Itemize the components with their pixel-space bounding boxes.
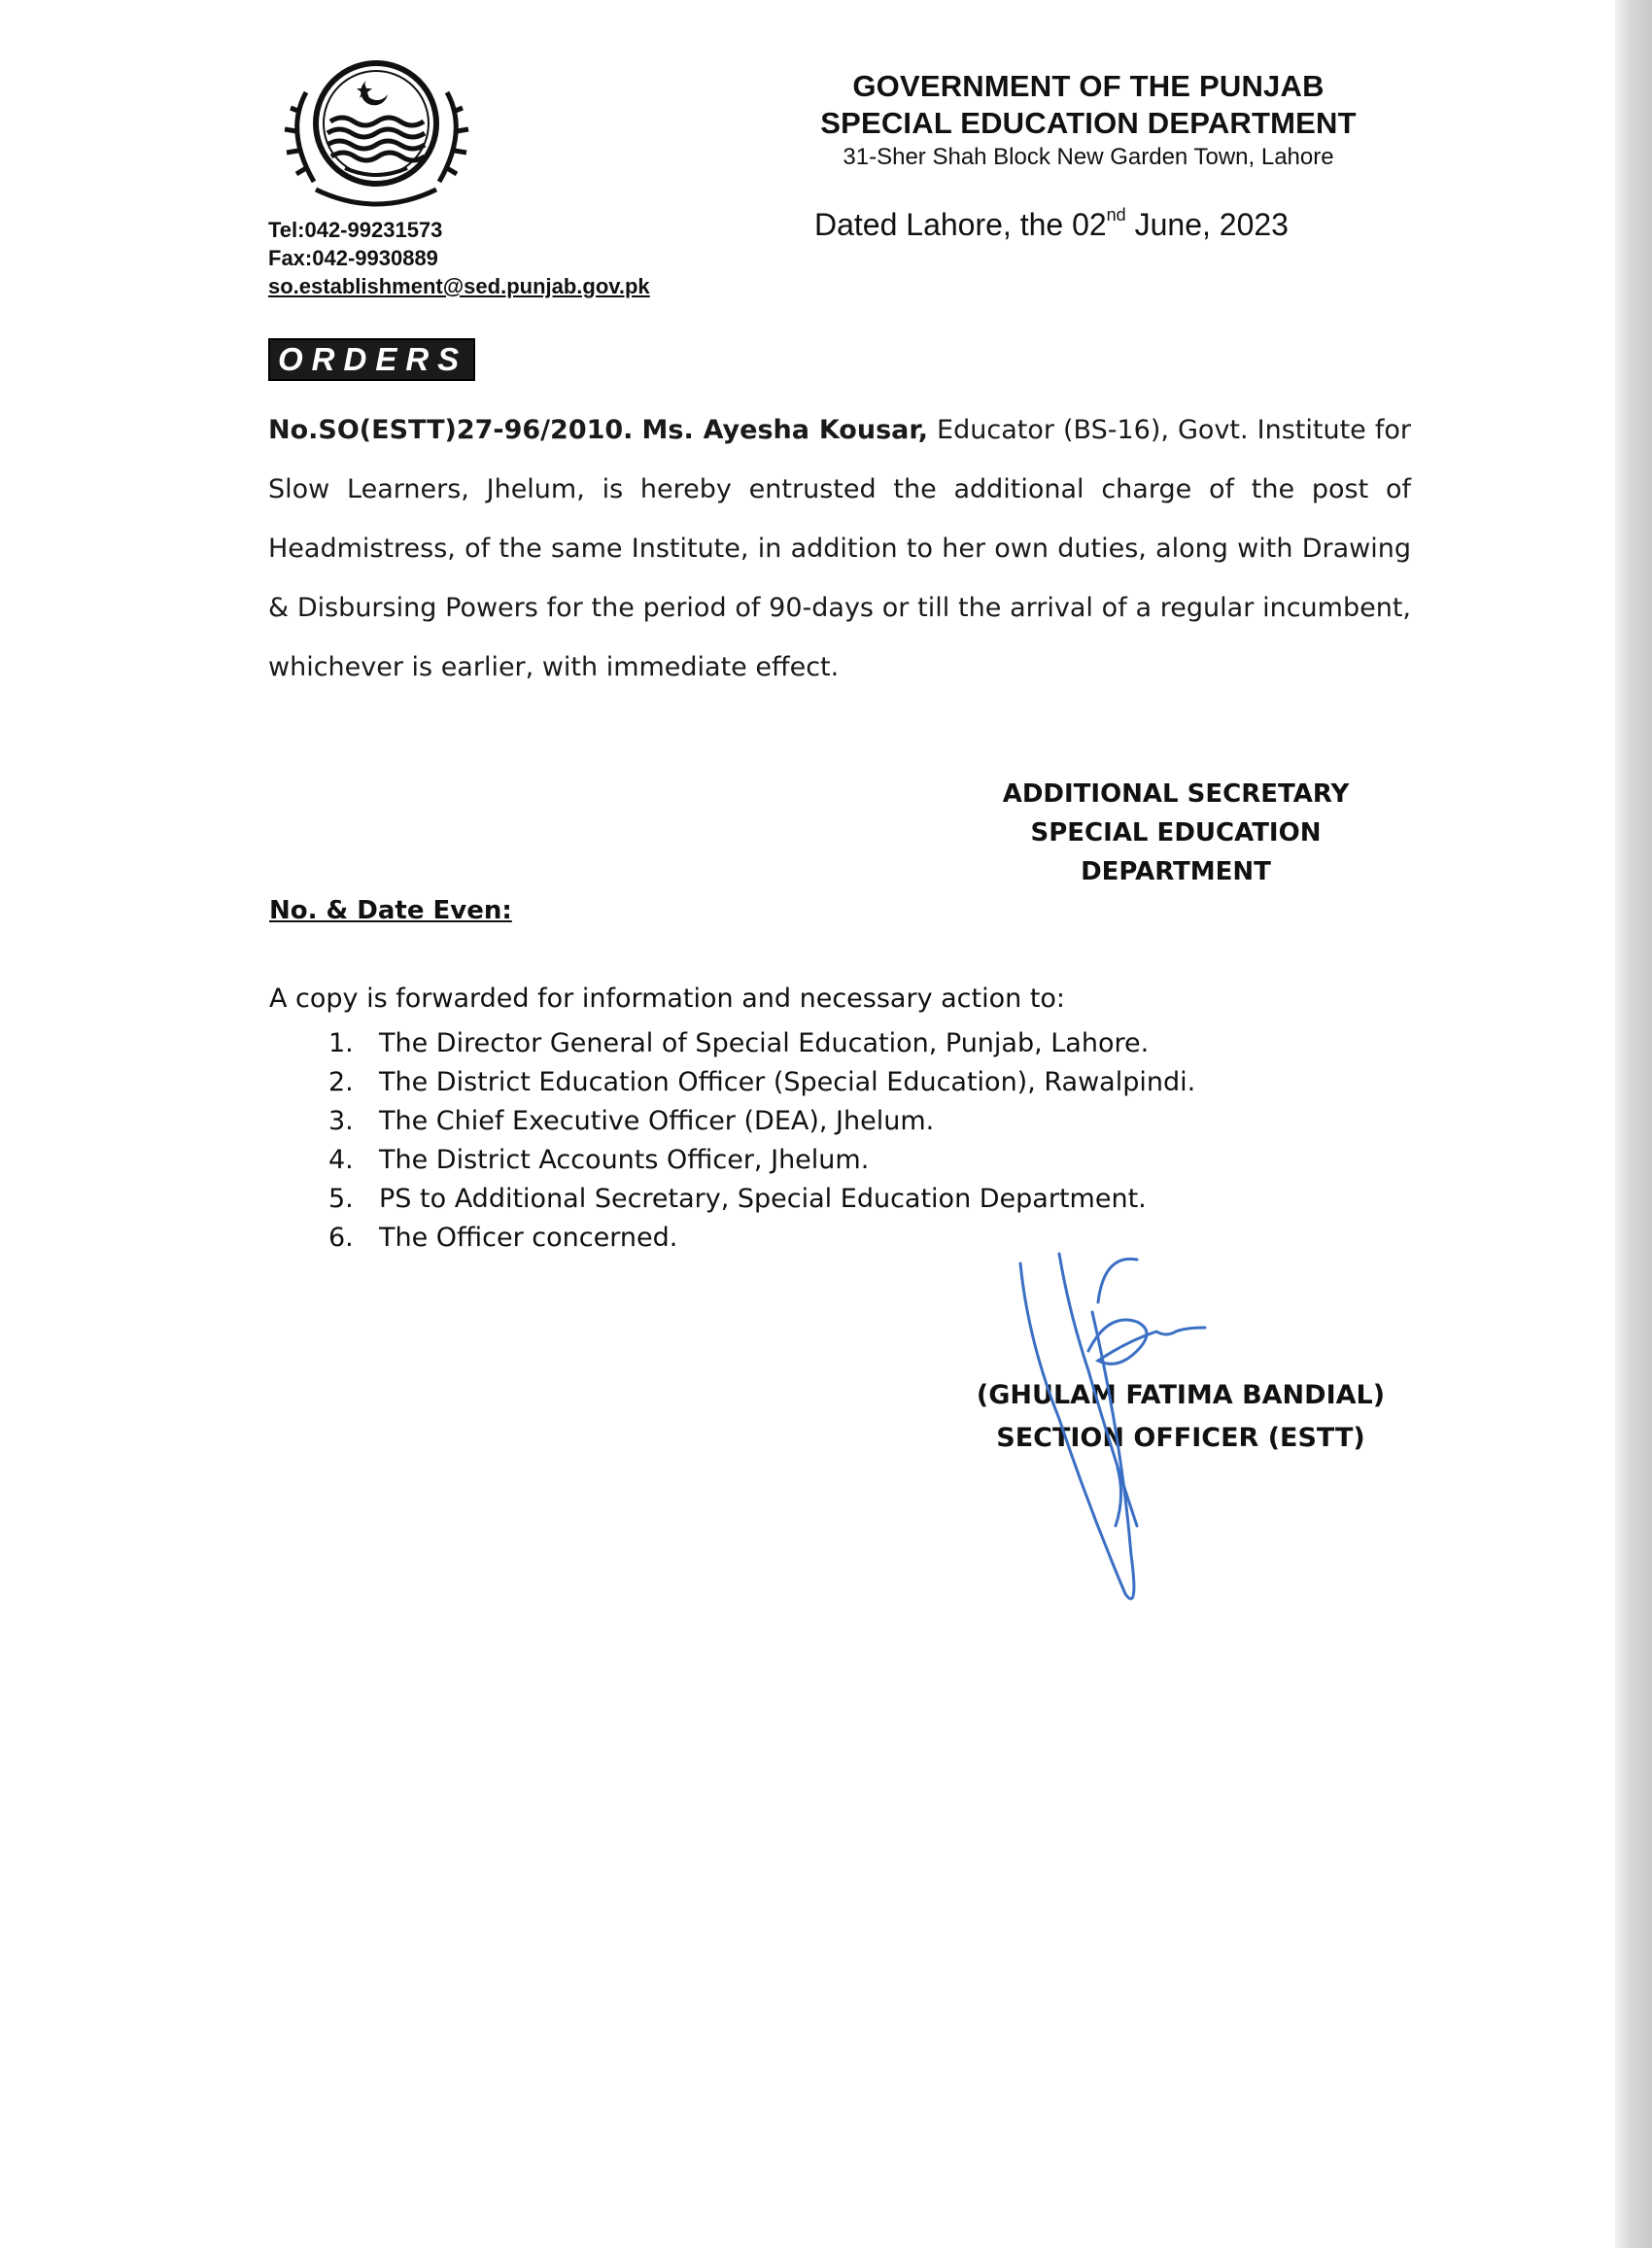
list-text: The Chief Executive Officer (DEA), Jhelum. bbox=[379, 1106, 935, 1136]
list-item bbox=[328, 1063, 1195, 1102]
orders-heading: ORDERS bbox=[268, 338, 475, 381]
signatory1-line2: SPECIAL EDUCATION bbox=[1030, 818, 1322, 847]
letterhead bbox=[719, 68, 1458, 173]
dated-prefix: Dated Lahore, the 02 bbox=[814, 207, 1107, 242]
contact-block bbox=[268, 216, 650, 300]
list-item bbox=[328, 1102, 1195, 1141]
order-person-name: Ms. Ayesha Kousar, bbox=[641, 415, 928, 445]
letterhead-department: SPECIAL EDUCATION DEPARTMENT bbox=[820, 106, 1357, 140]
fax: Fax:042-9930889 bbox=[268, 246, 438, 270]
punjab-emblem-icon bbox=[277, 53, 476, 209]
copy-list bbox=[328, 1024, 1195, 1258]
dated-suffix: nd bbox=[1106, 205, 1126, 225]
order-reference: No.SO(ESTT)27-96/2010. bbox=[268, 415, 634, 445]
copy-intro: A copy is forwarded for information and necessary action to: bbox=[269, 984, 1066, 1014]
list-text: The District Accounts Officer, Jhelum. bbox=[379, 1145, 870, 1175]
list-text: PS to Additional Secretary, Special Education Department. bbox=[379, 1184, 1147, 1214]
order-text: Educator (BS-16), Govt. Institute for Slow Learners, Jhelum, is hereby entrusted the additional charge of the post of Headmistress, of the same Institute, in addition to her own duties, along with Drawing & Disbursing Powers for the period of 90-days or till the arrival of a regular incumbent, whichever is earlier, with immediate effect. bbox=[268, 415, 1411, 682]
list-item bbox=[328, 1024, 1195, 1063]
list-text: The District Education Officer (Special Education), Rawalpindi. bbox=[379, 1067, 1196, 1097]
list-number: 2. bbox=[328, 1067, 354, 1097]
list-text: The Director General of Special Education, Punjab, Lahore. bbox=[379, 1028, 1150, 1058]
telephone: Tel:042-99231573 bbox=[268, 218, 443, 242]
list-text: The Officer concerned. bbox=[379, 1223, 678, 1253]
list-number: 3. bbox=[328, 1106, 354, 1136]
letterhead-government: GOVERNMENT OF THE PUNJAB bbox=[852, 69, 1325, 103]
email-link[interactable]: so.establishment@sed.punjab.gov.pk bbox=[268, 274, 650, 298]
order-paragraph bbox=[268, 400, 1411, 697]
list-number: 1. bbox=[328, 1028, 354, 1058]
dated-rest: June, 2023 bbox=[1125, 207, 1289, 242]
letterhead-address: 31-Sher Shah Block New Garden Town, Lahore bbox=[843, 144, 1334, 170]
list-number: 5. bbox=[328, 1184, 354, 1214]
signatory1-line1: ADDITIONAL SECRETARY bbox=[1002, 779, 1350, 809]
dated-line bbox=[814, 207, 1289, 243]
list-number: 4. bbox=[328, 1145, 354, 1175]
no-date-even: No. & Date Even: bbox=[269, 896, 512, 925]
scan-edge bbox=[1615, 0, 1652, 2248]
list-item bbox=[328, 1180, 1195, 1219]
list-item bbox=[328, 1141, 1195, 1180]
signatory2-name: (GHULAM FATIMA BANDIAL) bbox=[976, 1380, 1386, 1410]
signatory1-line3: DEPARTMENT bbox=[1081, 857, 1271, 886]
signatory-additional-secretary bbox=[972, 775, 1380, 891]
handwritten-signature-icon bbox=[1001, 1244, 1254, 1613]
signatory2-title: SECTION OFFICER (ESTT) bbox=[996, 1423, 1365, 1453]
list-number: 6. bbox=[328, 1223, 354, 1253]
